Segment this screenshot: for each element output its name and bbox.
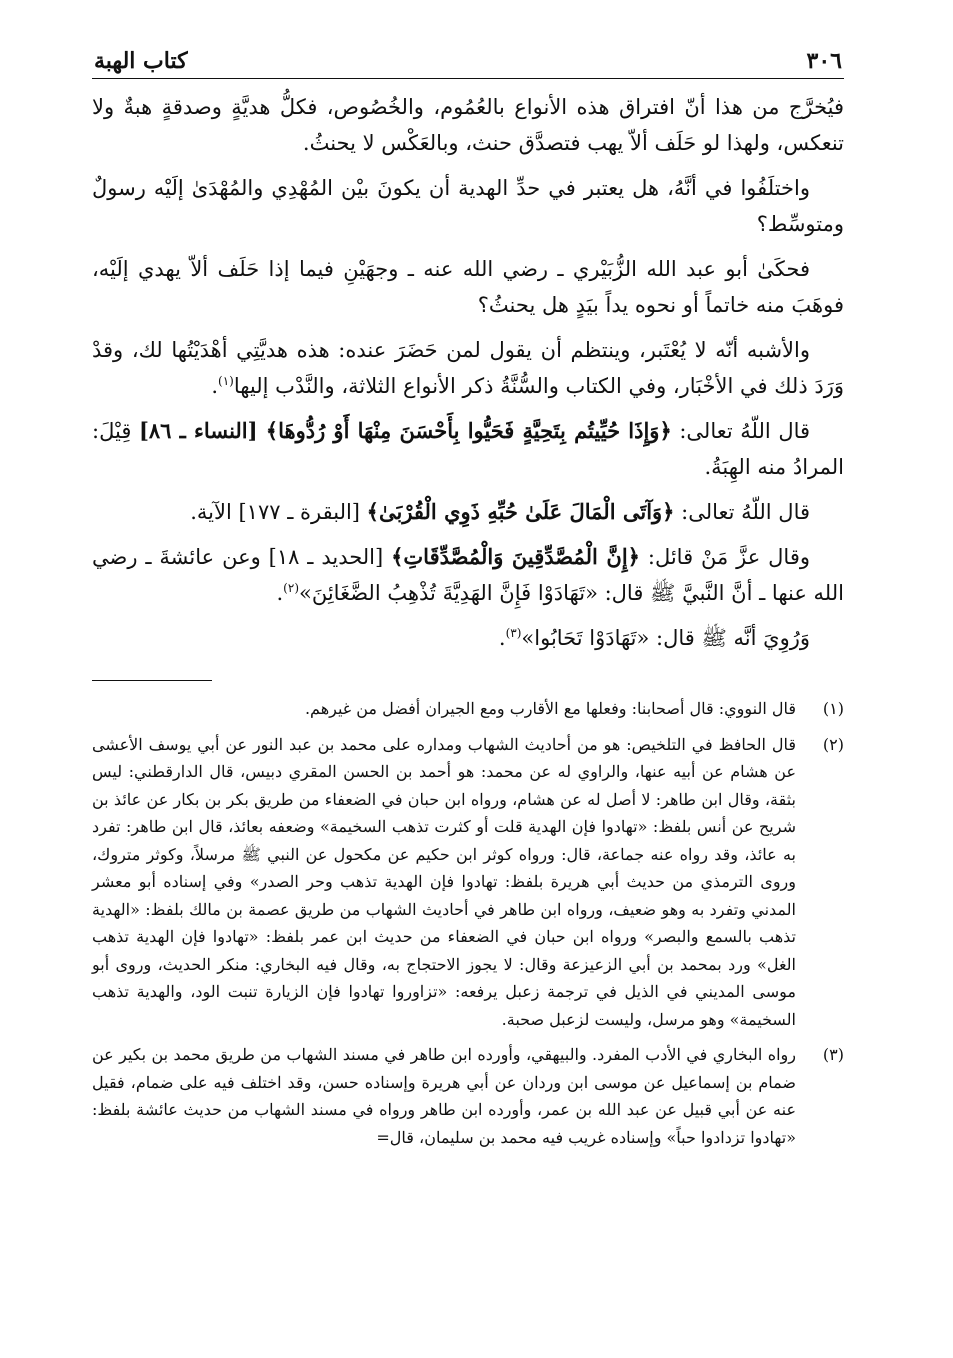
paragraph-7-end: .: [276, 581, 284, 605]
footnote-text: قال الحافظ في التلخيص: هو من أحاديث الشهاب ومداره على محمد بن عبد النور عن أبي يوسف الأعشى عن هشام عن أبيه عنها، والراوي له عن محمد: هو أحمد بن الحسن المقري دبيس، قال الدارقطني: ليس بثقة، وقال ابن طاهر: لا أصل له عن هشام، ورواه ابن حبان في الضعفاء من طريق بكر بن بكار عن عائذ بن شريح عن أنس بلفظ: «تهادوا فإن الهدية قلت أو كثرت تذهب السخيمة» وضعفه بعائذ، قال ابن طاهر: تفرد به عائذ، وقد رواه عنه جماعة، قال: ورواه كوثر ابن حكيم عن مكحول عن النبي ﷺ مرسلاً، وكوثر متروك، وروى الترمذي من حديث أبي هريرة بلفظ: تهادوا فإن الهدية تذهب وحر الصدر» وفي إسناده أبو معشر المدني وتفرد به وهو ضعيف، ورواه ابن طاهر في أحاديث الشهاب من طريق عصمة بن مالك بلفظ: «الهدية تذهب بالسمع والبصر» ورواه ابن حبان في الضعفاء من حديث ابن عمر بلفظ: «تهادوا فإن الهدية تذهب الغل» ورد بمحمد بن أبي الزعيزعة وقال: لا يجوز الاحتجاج به، وقال فيه البخاري: منكر الحديث، وروى أبو موسى المديني في الذيل في ترجمة زعبل يرفعه: «تزاوروا تهادوا فإن الزيارة تنبت الود، والهدية تذهب السخيمة» وهو مرسل، وليست لزعبل صحبة.: [92, 734, 797, 1029]
footnote-text: قال النووي: قال أصحابنا: وفعلها مع الأقارب ومع الجيران أفضل من غيرهم.: [304, 699, 796, 718]
paragraph-3: فحكَىٰ أبو عبد الله الزُّبَيْري ـ رضي الله عنه ـ وجهَيْنِ فيما إذا حَلَف ألاّ يهدي إلَيْه، فوهَبَ منه خاتماً أو نحوه يداً بيَدٍ هل يحنثُ؟: [92, 257, 844, 317]
paragraph-8-text: وَرُوِيَ أنَّه ﷺ قال: «تَهَادَوْا تَحَابُوا»: [521, 626, 810, 650]
paragraph-1: فيُخرَّج من هذا أنّ افتراق هذه الأنواع بالعُمُوم، والخُصُوص، فكلُّ هديَّةٍ وصدقةٍ هبةٌ ولا تنعكس، ولهذا لو حَلَف ألاّ يهب فتصدَّق حنث، وبالعَكْس لا يحنثُ.: [92, 95, 844, 155]
footnote-1: [92, 695, 844, 723]
paragraph-4-end: .: [211, 374, 218, 398]
footnote-2: [92, 731, 844, 1034]
footnote-number: (٢): [822, 734, 844, 754]
footnote-number: (١): [822, 699, 844, 718]
footnote-ref-2[interactable]: (٢): [283, 581, 299, 595]
paragraph-6-intro: قال اللّهُ تعالى:: [674, 500, 810, 524]
paragraph-5-intro: قال اللّهُ تعالى:: [671, 419, 811, 443]
paragraph-6-rest: [البقرة ـ ١٧٧] الآية.: [190, 500, 367, 524]
paragraph-8-end: .: [498, 626, 506, 650]
page-number: ٣٠٦: [806, 48, 842, 74]
footnote-ref-1[interactable]: (١): [218, 374, 234, 388]
paragraph-6: [92, 494, 844, 530]
quran-verse-baqara: ﴿وَآتَى الْمَالَ عَلَىٰ حُبِّهِ ذَوِي الْقُرْبَىٰ﴾: [366, 499, 675, 524]
paragraph-5-rest: قِيْلَ: المرادُ منه الهِبَةُ.: [92, 419, 844, 479]
paragraph-4: [92, 332, 844, 404]
paragraph-2: واختلَفُوا في أنَّهُ، هل يعتبر في حدِّ الهدية أن يكونَ بيْن المُهْدِي والمُهْدَىٰ إلَيْه رسولٌ ومتوسِّط؟: [92, 176, 844, 236]
footnote-3: [92, 1041, 844, 1151]
footnote-ref-3[interactable]: (٣): [505, 626, 522, 640]
paragraph-4-text: والأشبه أنّه لا يُعْتَبر، وينتظم أن يقول لمن حَضَرَ عنده: هذه هديَّتِي أهْدَيْتُها لك، وقدْ وَرَدَ ذلك في الأخْبَار، وفي الكتاب والسُّنَّةُ ذكر الأنواع الثلاثة، والنَّدْب إليها: [92, 338, 844, 398]
footnote-number: (٣): [822, 1045, 844, 1064]
footnote-separator: [92, 680, 844, 681]
quran-verse-nisa: ﴿وَإِذَا حُيِّيتُم بِتَحِيَّةٍ فَحَيُّوا بِأَحْسَنَ مِنْهَا أَوْ رُدُّوهَا﴾ [النساء ـ ٨٦]: [138, 418, 672, 443]
footnotes: [92, 695, 844, 1151]
paragraph-7-intro: وقال عزَّ مَنْ قائل:: [639, 545, 810, 569]
footnote-rule: [92, 680, 212, 681]
quran-verse-hadid: ﴿إِنَّ الْمُصَّدِّقِينَ وَالْمُصَّدِّقَاتِ﴾: [391, 544, 640, 569]
page-header: [92, 38, 844, 79]
paragraph-8: [92, 620, 844, 656]
footnote-text: رواه البخاري في الأدب المفرد. والبيهقي، وأورده ابن طاهر في مسند الشهاب من طريق محمد بن بكير عن ضمام بن إسماعيل عن موسى ابن وردان عن أبي هريرة وإسناده حسن، وقد اختلف فيه على ضمام، فقيل عنه عن أبي قبيل عن عبد الله بن عمر، وأورده ابن طاهر ورواه في مسند الشهاب من حديث عائشة بلفظ: «تهادوا تزدادوا حباً» وإسناده غريب فيه محمد بن سليمان، قال=: [92, 1045, 797, 1147]
paragraph-5: [92, 413, 844, 485]
paragraph-7-rest: [الحديد ـ ١٨] وعن عائشةَ ـ رضي الله عنها ـ أنَّ النَّبيَّ ﷺ قال: «تَهَادَوْا فَإِنَّ الهَدِيَّةَ تُذْهِبُ الضَّغَائِنَ»: [92, 545, 844, 605]
paragraph-7: [92, 539, 844, 611]
main-text: [92, 89, 844, 656]
chapter-title: كتاب الهبة: [94, 48, 188, 74]
book-page: [92, 38, 844, 1159]
